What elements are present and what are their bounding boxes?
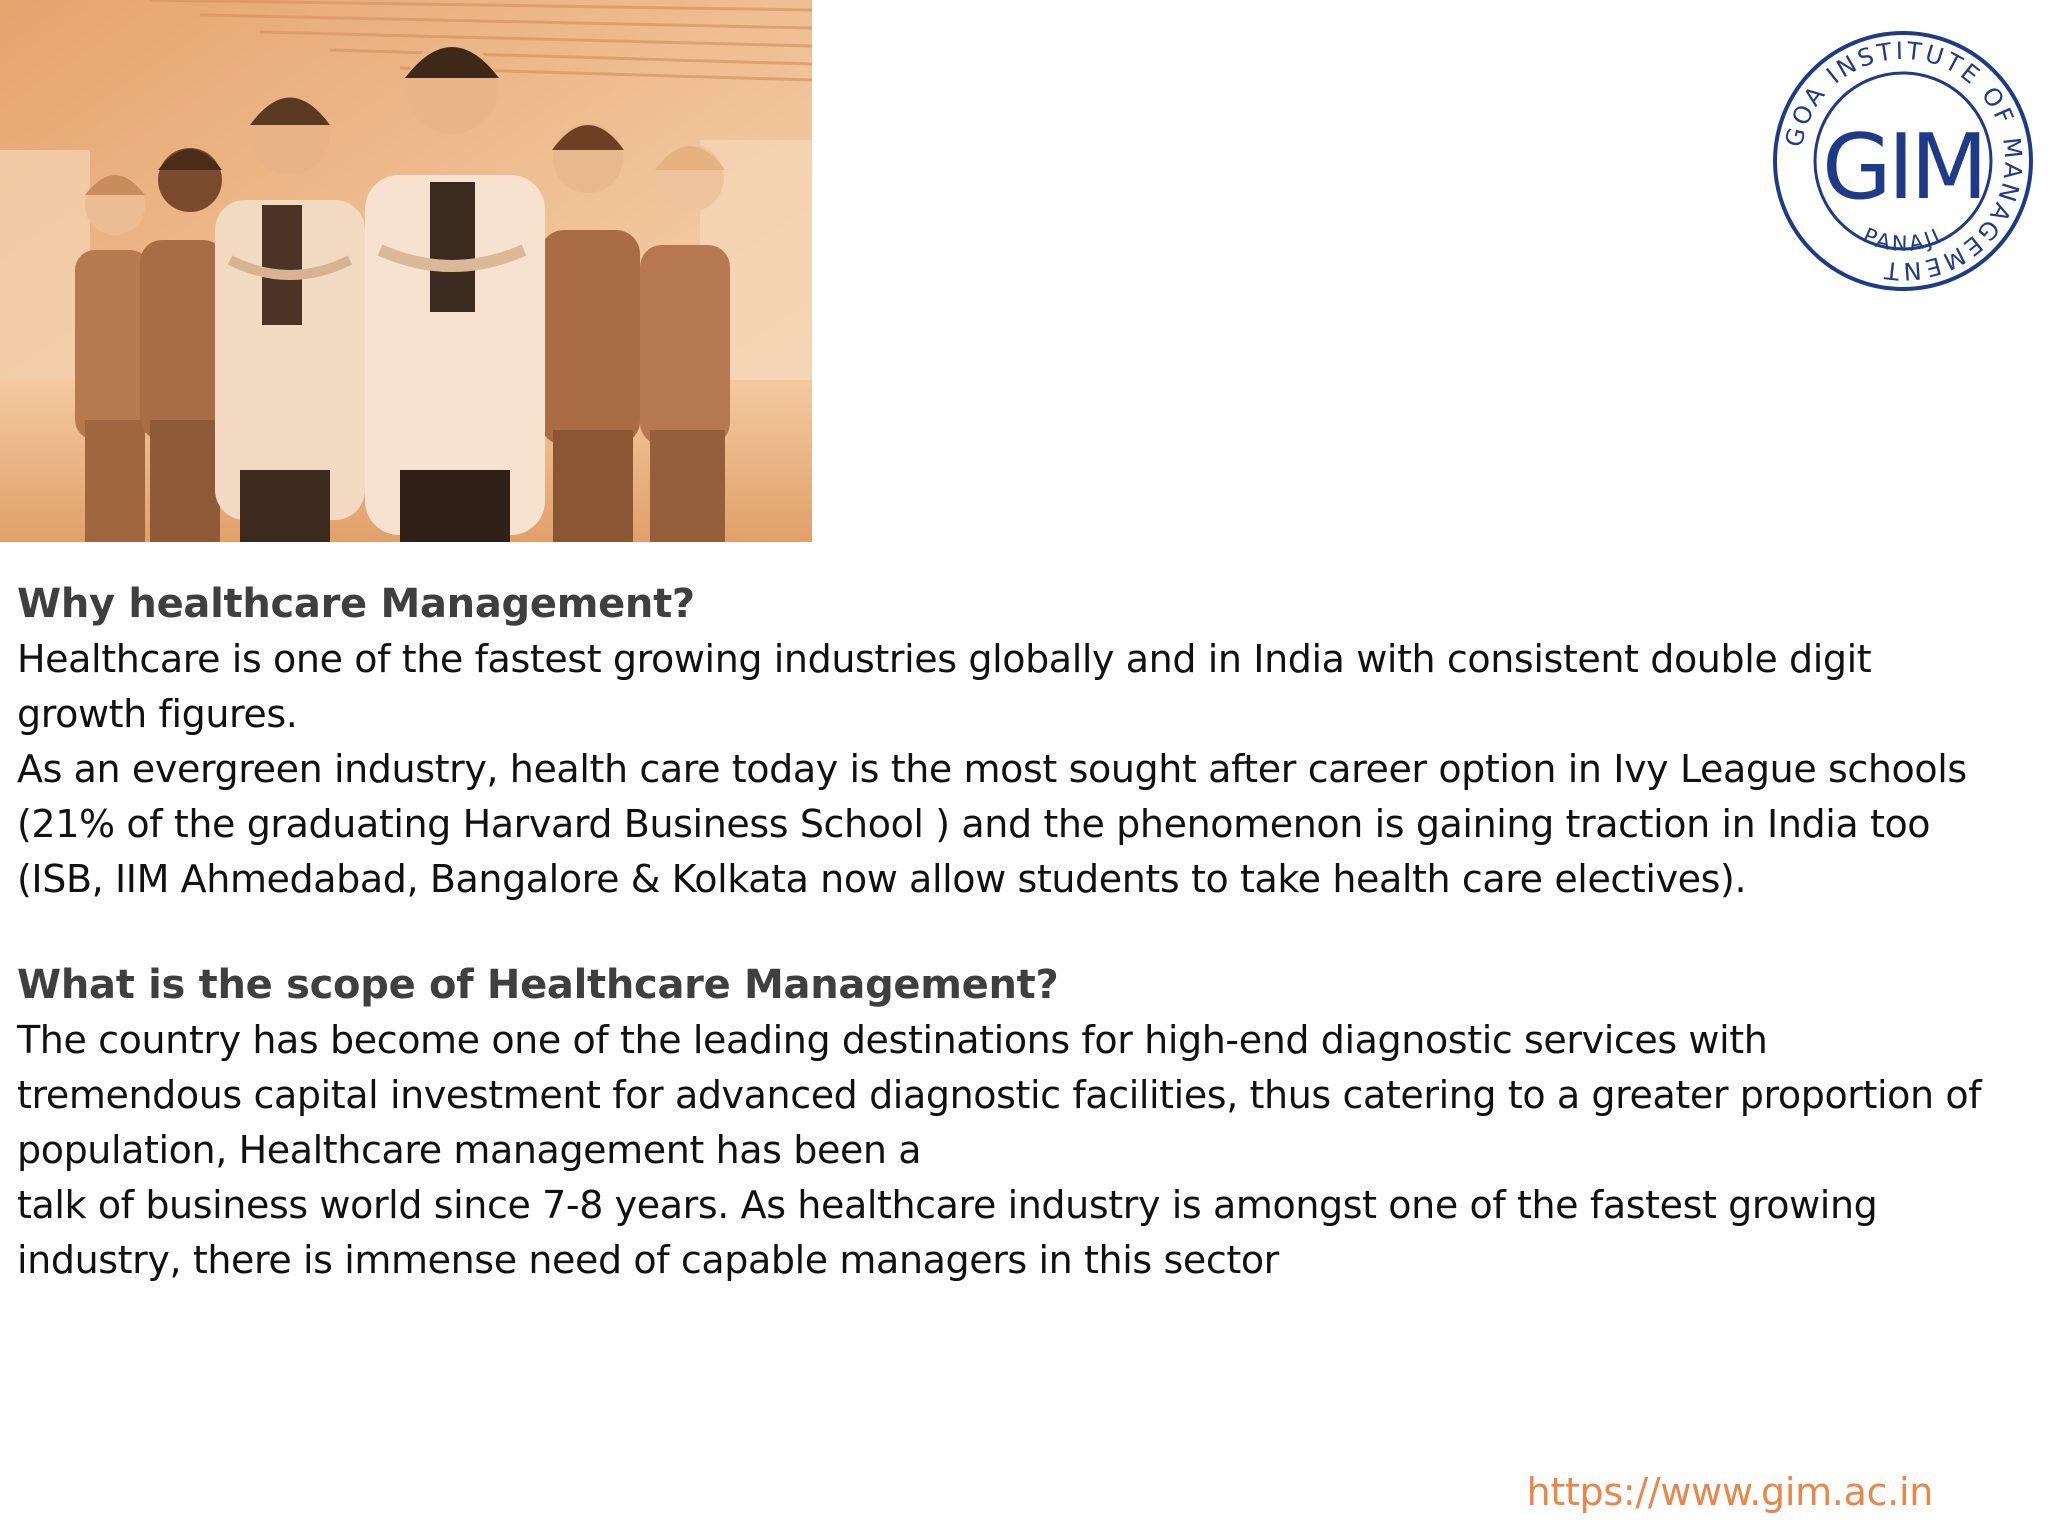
section-paragraph: As an evergreen industry, health care today is the most sought after career option in Ivy League schools (21% of the graduating Harvard Business School ) and the phenomenon is gaining traction in India too (ISB, IIM Ahmedabad, Bangalore & Kolkata now allow students to take health care electives). <box>17 747 1967 901</box>
logo-monogram: GIM <box>1822 115 1984 220</box>
section-paragraph: Healthcare is one of the fastest growing industries globally and in India with consistent double digit growth figures. <box>17 637 1872 736</box>
medical-staff-photo <box>0 0 812 542</box>
spacer <box>17 907 1997 957</box>
section-heading-scope: What is the scope of Healthcare Management? <box>17 962 1059 1008</box>
section-paragraph: The country has become one of the leading destinations for high-end diagnostic services with tremendous capital investment for advanced diagnostic facilities, thus catering to a greater proportion of population, Healthcare management has been a <box>17 1018 1982 1172</box>
svg-text:PANAJI <box>1859 223 1946 256</box>
section-paragraph: talk of business world since 7-8 years. As healthcare industry is amongst one of the fastest growing industry, there is immense need of capable managers in this sector <box>17 1183 1878 1282</box>
content-area <box>17 576 1997 1288</box>
logo-bottom-text: PANAJI <box>1859 223 1947 256</box>
website-link[interactable]: https://www.gim.ac.in <box>1526 1470 1933 1514</box>
section-heading-why: Why healthcare Management? <box>17 581 695 627</box>
gim-logo <box>1768 26 2038 296</box>
logo-ring-text: GOA INSTITUTE OF MANAGEMENT <box>1779 36 2028 286</box>
